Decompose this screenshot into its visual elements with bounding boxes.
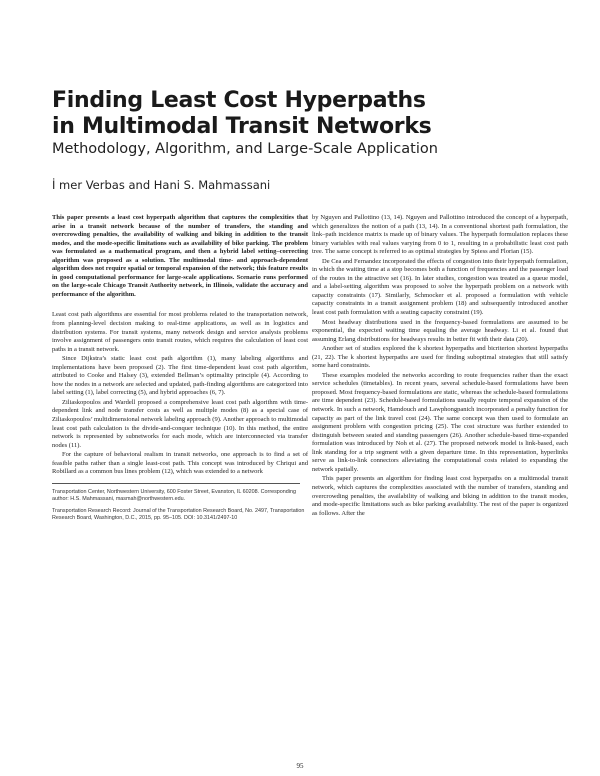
page-number: 95: [296, 762, 304, 770]
body-paragraph: Most headway distributions used in the frequency-based formulations are assumed to be exponential, the expected waiting time equaling the average headway. Li et al. found that assuming Erlang distributions for headways results in better fit with their data (20).: [312, 318, 568, 343]
right-column: [312, 214, 568, 519]
author-affiliation-footnote: Transportation Center, Northwestern University, 600 Foster Street, Evanston, IL 60208. Corresponding author: H.S. Mahmassani, masmah@northwestern.edu.: [52, 488, 296, 503]
body-paragraph: Least cost path algorithms are essential for most problems related to the transportation network, from planning-level decision making to real-time applications, as well as in logistics and distribution systems. For transit systems, many network design and service analysis problems involve assignment of passengers onto transit routes, which requires the calculation of least cost paths in a transit network.: [52, 311, 308, 353]
title-line-1: Finding Least Cost Hyperpaths: [52, 88, 426, 113]
article-title: [52, 88, 572, 140]
title-line-2: in Multimodal Transit Networks: [52, 114, 432, 139]
footnote-divider: [52, 483, 300, 484]
left-column: [52, 214, 308, 526]
article-authors: İ mer Verbas and Hani S. Mahmassani: [52, 178, 271, 192]
article-subtitle: Methodology, Algorithm, and Large-Scale Application: [52, 141, 438, 157]
body-paragraph: De Cea and Fernandez incorporated the effects of congestion into their hyperpath formulation, in which the waiting time at a stop becomes both a function of frequencies and the passenger load of the routes in the attractive set (16). In later studies, congestion was treated as a queue model, and a label-setting algorithm was proposed to solve the hyperpath problem on a network with capacity constraints (17). Similarly, Schmocker et al. proposed a formulation with vehicle capacity constraints in a transit assignment problem (18) and subsequently introduced another least cost path formulation with a seating capacity constraint (19).: [312, 257, 568, 317]
body-paragraph: Since Dijkstra’s static least cost path algorithm (1), many labeling algorithms and implementations have been proposed (2). The first time-dependent least cost path algorithm, attributed to Cooke and Halsey (3), extended Bellman’s optimality principle (4). According to how the nodes in a network are selected and updated, path-finding algorithms are categorized into label setting (1), label correcting (5), and hybrid approaches (6, 7).: [52, 355, 308, 397]
body-paragraph: These examples modeled the networks according to route frequencies rather than the exact service schedules (timetables). In recent years, several schedule-based formulations have been proposed. Most frequency-based formulations are static, whereas the schedule-based formulations are time dependent (23). Schedule-based formulations usually require temporal expansion of the network. In such a network, Hamdouch and Lawphongpanich incorporated a penalty function for capacity as part of the link travel cost (24). The same concept was then used to formulate an assignment problem with congestion pricing (25). The cost structure was further extended to distinguish between seated and standing passengers (26). Another schedule-based time-expanded formulation was introduced by Noh et al. (27). The proposed network model is link-based, each link standing for a trip segment with a given departure time. In this representation, hyperlinks serve as link-to-link connectors alleviating the computational costs related to expanding the network spatially.: [312, 371, 568, 473]
abstract: This paper presents a least cost hyperpath algorithm that captures the complexities that arise in a transit network because of the number of transfers, the standing and overcrowding penalties, the availability of walking and biking in addition to the transit modes, and the mode-specific limitations such as availability of bike parking. The problem was formulated as a mathematical program, and then a hybrid label setting–correcting algorithm was proposed as a solution. The multimodal time- and approach-dependent algorithm does not require spatial or temporal expansion of the network; this feature results in good computational performance for large-scale applications. Scenario runs performed on the large-scale Chicago Transit Authority network, in Illinois, validate the accuracy and performance of the algorithm.: [52, 214, 308, 298]
journal-citation-footnote: Transportation Research Record: Journal of the Transportation Research Board, No. 2497, Transportation Research Board, Washington, D.C., 2015, pp. 95–105. DOI: 10.3141/2497-10: [52, 507, 305, 522]
body-paragraph: Another set of studies explored the k shortest hyperpaths and bicriterion shortest hyperpaths (21, 22). The k shortest hyperpaths are used for finding suboptimal strategies that still satisfy some hard constraints.: [312, 345, 568, 370]
body-paragraph: This paper presents an algorithm for finding least cost hyperpaths on a multimodal transit network, which captures the complexities associated with the number of transfers, standing and overcrowding penalties, the availability of walking and biking in addition to the transit modes, and mode-specific limitations such as bike parking availability. The rest of the paper is organized as follows. After the: [312, 475, 568, 517]
body-paragraph: by Nguyen and Pallottino (13, 14). Nguyen and Pallottino introduced the concept of a hyperpath, which generalizes the notion of a path (13, 14). In a conventional shortest path formulation, the link–path incidence matrix is made up of binary values. The hyperpath formulation replaces these binary variables with real values varying from 0 to 1, resulting in a probabilistic least cost path tree. The same concept is referred to as optimal strategies by Spiess and Florian (15).: [312, 214, 568, 256]
body-paragraph: For the capture of behavioral realism in transit networks, one approach is to find a set of feasible paths rather than a single least-cost path. This concept was introduced by Chriqui and Robillard as a common bus lines problem (12), which was extended to a network: [52, 451, 308, 476]
body-paragraph: Ziliaskopoulos and Wardell proposed a comprehensive least cost path algorithm with time-dependent link and node transfer costs as well as multiple modes (8) as a special case of Ziliaskopoulos’ multidimensional network labeling approach (9). Another approach to multimodal least cost path calculation is the divide-and-conquer technique (10). In this method, the entire network is represented by subnetworks for each mode, which are interconnected via transfer nodes (11).: [52, 398, 308, 449]
